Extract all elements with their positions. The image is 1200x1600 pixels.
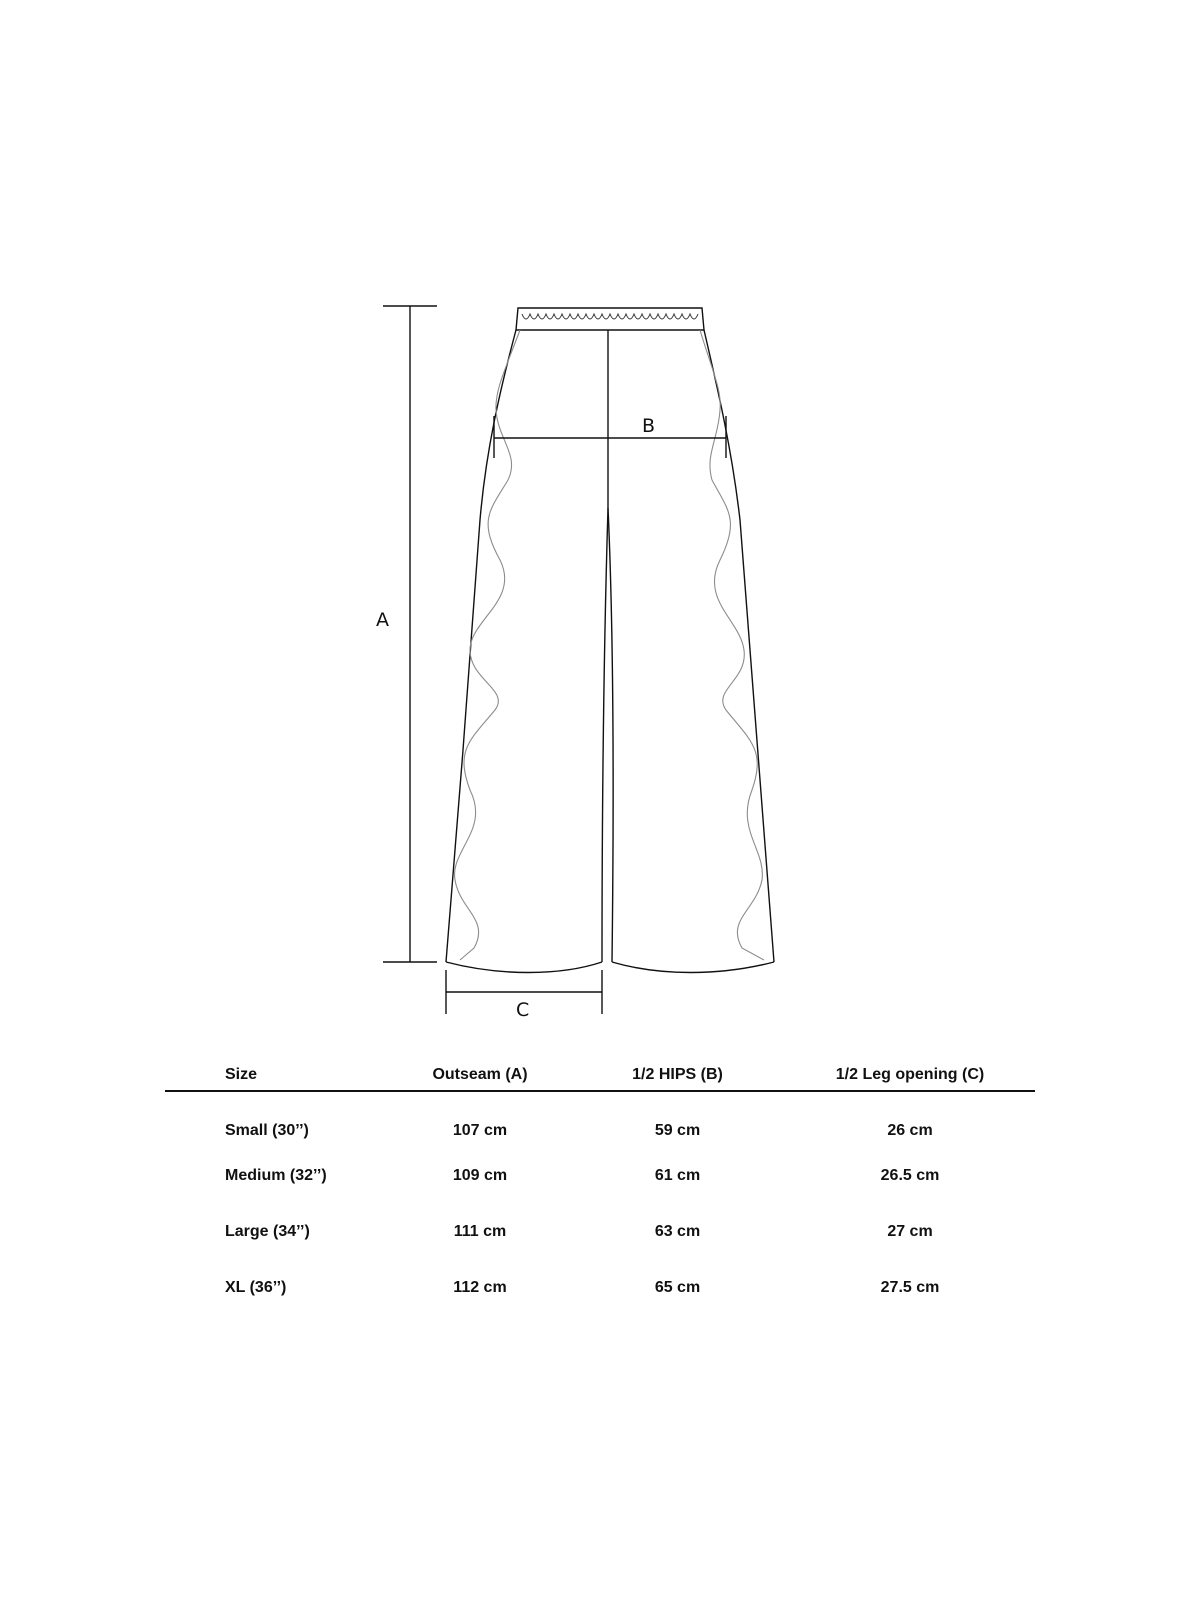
left-hem xyxy=(446,962,602,973)
cell-half-leg-opening: 26 cm xyxy=(887,1122,933,1139)
table-row xyxy=(165,1091,1035,1148)
left-wave-panel xyxy=(455,330,520,960)
cell-half-hips: 61 cm xyxy=(654,1167,701,1184)
header-outseam: Outseam (A) xyxy=(390,1060,570,1091)
cell-half-leg-opening: 27.5 cm xyxy=(880,1279,940,1296)
hips-label: B xyxy=(642,415,656,437)
outseam-label: A xyxy=(376,609,389,631)
table-header-row xyxy=(165,1060,1035,1091)
cell-half-leg-opening: 26.5 cm xyxy=(880,1167,940,1184)
cell-half-leg-opening: 27 cm xyxy=(887,1223,933,1240)
size-chart-table xyxy=(165,1060,1035,1316)
left-inner-seam xyxy=(602,508,608,962)
pants-outline xyxy=(446,308,774,973)
left-outer-seam xyxy=(446,330,516,962)
cell-half-hips: 65 cm xyxy=(654,1279,701,1296)
right-outer-seam xyxy=(704,330,774,962)
header-size: Size xyxy=(165,1060,390,1091)
cell-size: Small (30’’) xyxy=(225,1122,309,1139)
right-inner-seam xyxy=(608,508,613,962)
leg-opening-label: C xyxy=(516,999,530,1021)
waistband-gathers xyxy=(522,314,698,319)
header-half-hips: 1/2 HIPS (B) xyxy=(570,1060,785,1091)
cell-outseam: 112 cm xyxy=(453,1279,507,1296)
table-row xyxy=(165,1204,1035,1260)
cell-size: XL (36’’) xyxy=(225,1279,287,1296)
cell-outseam: 111 cm xyxy=(453,1223,507,1240)
cell-half-hips: 63 cm xyxy=(654,1223,701,1240)
cell-half-hips: 59 cm xyxy=(654,1122,701,1139)
table-row xyxy=(165,1260,1035,1316)
outseam-dimension xyxy=(383,306,437,962)
wavy-side-panels xyxy=(455,330,764,960)
cell-outseam: 109 cm xyxy=(452,1167,508,1184)
cell-size: Medium (32’’) xyxy=(225,1167,327,1184)
table-row xyxy=(165,1148,1035,1204)
right-hem xyxy=(612,962,774,973)
hips-dimension xyxy=(494,416,726,458)
cell-size: Large (34’’) xyxy=(225,1223,310,1240)
right-wave-panel xyxy=(700,330,764,960)
header-half-leg-opening: 1/2 Leg opening (C) xyxy=(785,1060,1035,1091)
cell-outseam: 107 cm xyxy=(452,1122,508,1139)
waistband xyxy=(516,308,704,330)
